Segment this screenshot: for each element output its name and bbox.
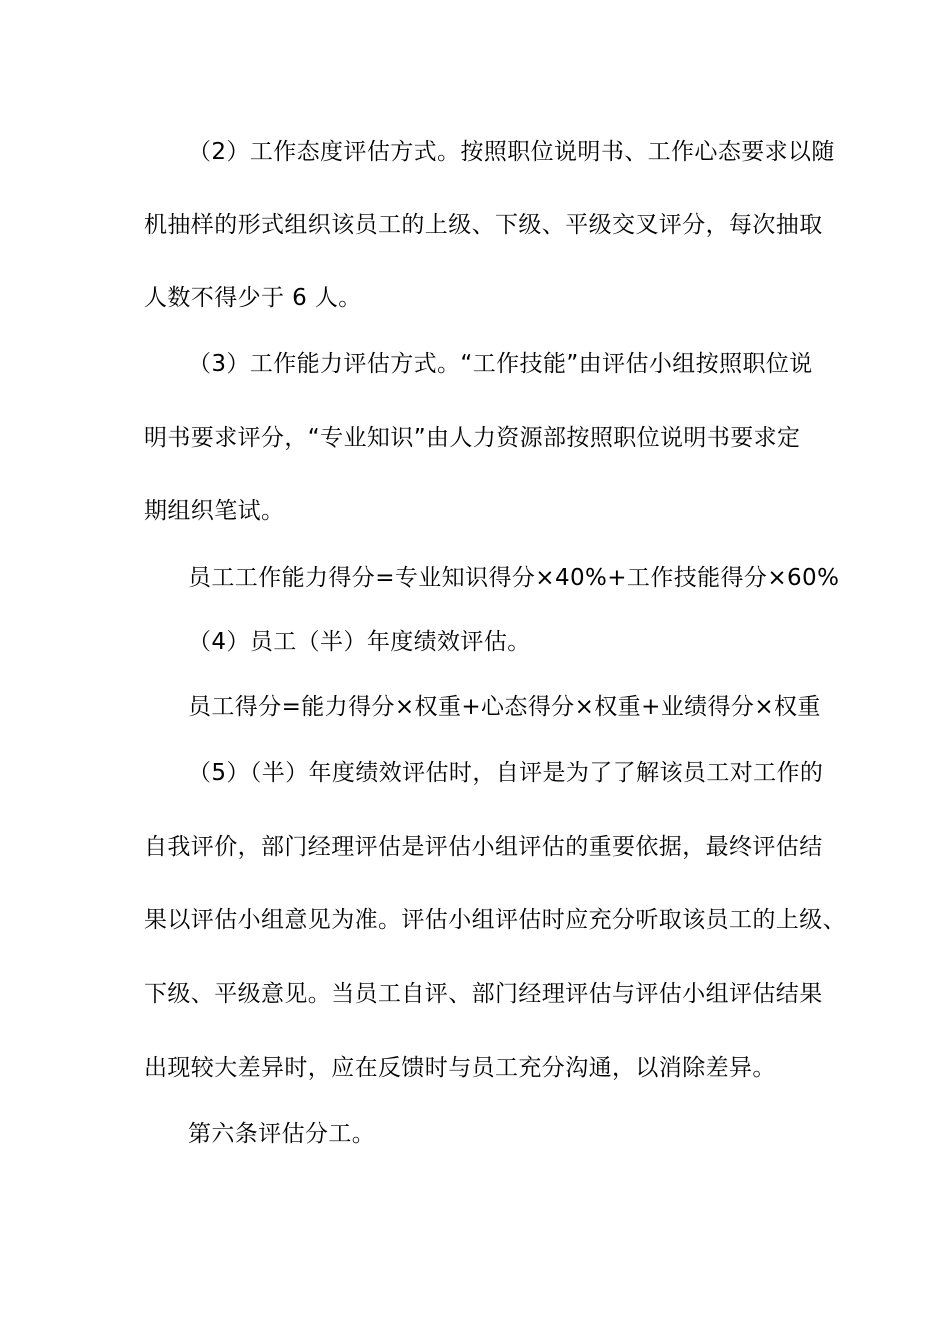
para-5-line-5: 出现较大差异时，应在反馈时与员工充分沟通，以消除差异。 <box>144 1055 776 1081</box>
para-5-line-4: 下级、平级意见。当员工自评、部门经理评估与评估小组评估结果 <box>144 981 823 1007</box>
para-5-line-1: （5）（半）年度绩效评估时，自评是为了了解该员工对工作的 <box>188 760 824 786</box>
para-2-line-3: 人数不得少于 6 人。 <box>144 285 362 311</box>
formula-total: 员工得分=能力得分×权重+心态得分×权重+业绩得分×权重 <box>188 694 821 720</box>
para-2-line-2: 机抽样的形式组织该员工的上级、下级、平级交叉评分，每次抽取 <box>144 212 823 238</box>
para-3-line-1: （3）工作能力评估方式。“工作技能”由评估小组按照职位说 <box>188 351 813 377</box>
para-5-line-3: 果以评估小组意见为准。评估小组评估时应充分听取该员工的上级、 <box>144 907 846 933</box>
para-4: （4）员工（半）年度绩效评估。 <box>188 629 531 655</box>
formula-ability: 员工工作能力得分=专业知识得分×40%+工作技能得分×60% <box>188 565 840 591</box>
para-3-line-3: 期组织笔试。 <box>144 498 285 524</box>
article-6-heading: 第六条评估分工。 <box>188 1121 376 1147</box>
para-3-line-2: 明书要求评分，“专业知识”由人力资源部按照职位说明书要求定 <box>144 425 801 451</box>
para-5-line-2: 自我评价，部门经理评估是评估小组评估的重要依据，最终评估结 <box>144 834 823 860</box>
para-2-line-1: （2）工作态度评估方式。按照职位说明书、工作心态要求以随 <box>188 139 835 165</box>
